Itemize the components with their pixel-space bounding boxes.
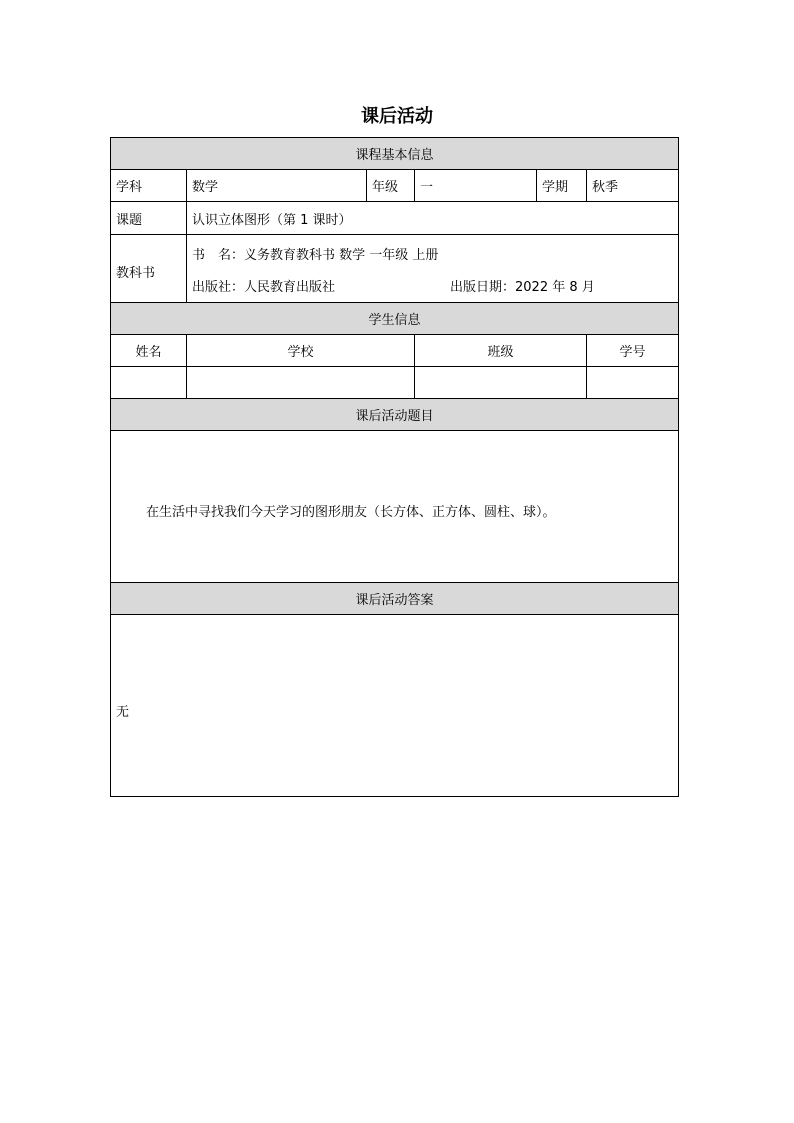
student-school-field[interactable] — [187, 367, 415, 399]
topic-value[interactable]: 认识立体图形（第 1 课时） — [187, 202, 679, 235]
subject-label: 学科 — [111, 170, 187, 202]
activity-form-table — [110, 137, 679, 797]
book-name-label: 书 名： — [192, 248, 245, 263]
grade-label: 年级 — [367, 170, 415, 202]
topic-label: 课题 — [111, 202, 187, 235]
activity-question-text: 在生活中寻找我们今天学习的图形朋友（长方体、正方体、圆柱、球）。 — [146, 504, 556, 520]
book-name-line — [192, 244, 438, 263]
subject-value[interactable]: 数学 — [187, 170, 367, 202]
student-id-header: 学号 — [587, 335, 679, 367]
student-name-field[interactable] — [111, 367, 187, 399]
course-info-header: 课程基本信息 — [111, 138, 679, 170]
publisher-line — [192, 276, 335, 295]
term-label: 学期 — [537, 170, 587, 202]
activity-question-header: 课后活动题目 — [111, 399, 679, 431]
page-title: 课后活动 — [361, 106, 433, 127]
activity-answer-text: 无 — [116, 704, 130, 720]
student-class-field[interactable] — [415, 367, 587, 399]
textbook-info — [187, 235, 679, 303]
term-value[interactable]: 秋季 — [587, 170, 679, 202]
activity-answer-header: 课后活动答案 — [111, 583, 679, 615]
grade-value[interactable]: 一 — [415, 170, 537, 202]
book-name-value[interactable]: 义务教育教科书 数学 一年级 上册 — [244, 248, 439, 263]
student-class-header: 班级 — [415, 335, 587, 367]
student-school-header: 学校 — [187, 335, 415, 367]
pub-date-value[interactable]: 2022 年 8 月 — [515, 280, 595, 295]
activity-question-cell — [111, 431, 679, 583]
student-info-header: 学生信息 — [111, 303, 679, 335]
publisher-label: 出版社： — [192, 280, 245, 295]
pub-date-label: 出版日期： — [450, 280, 516, 295]
pub-date-line — [450, 276, 595, 295]
student-id-field[interactable] — [587, 367, 679, 399]
activity-answer-cell[interactable] — [111, 615, 679, 797]
publisher-value[interactable]: 人民教育出版社 — [244, 280, 336, 295]
student-name-header: 姓名 — [111, 335, 187, 367]
textbook-label: 教科书 — [111, 235, 187, 303]
